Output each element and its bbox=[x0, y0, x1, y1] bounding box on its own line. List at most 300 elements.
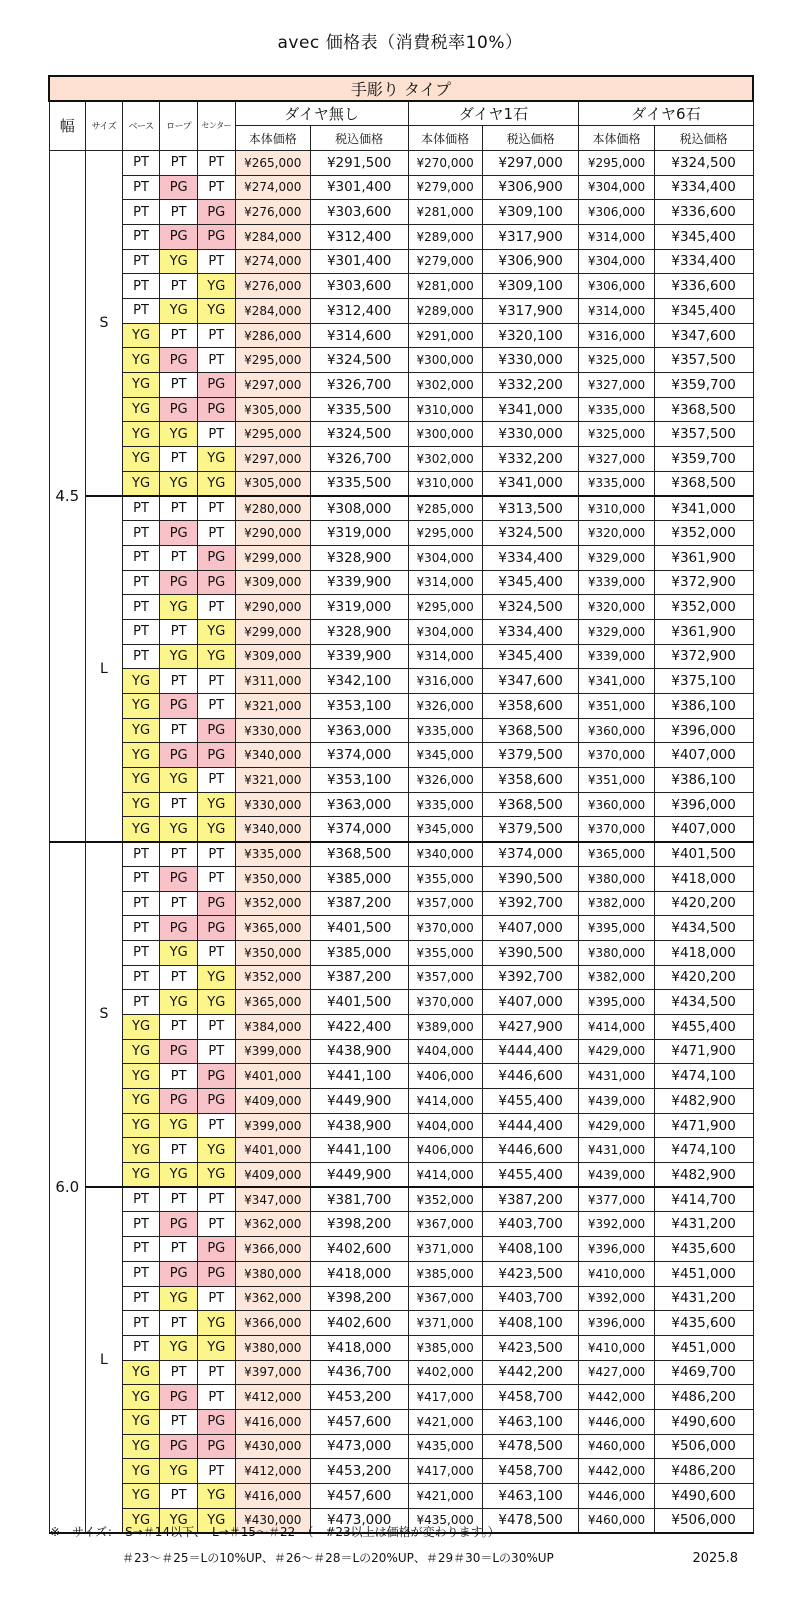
base-price-cell: ¥365,000 bbox=[579, 842, 654, 867]
base-price-cell: ¥335,000 bbox=[579, 397, 654, 422]
tax-price-cell: ¥442,200 bbox=[482, 1360, 579, 1385]
tax-price-cell: ¥345,400 bbox=[482, 644, 579, 669]
base-price-cell: ¥330,000 bbox=[235, 792, 310, 817]
base-price-cell: ¥460,000 bbox=[579, 1434, 654, 1459]
tax-price-cell: ¥306,900 bbox=[482, 175, 579, 200]
center-metal-cell: PG bbox=[197, 1434, 235, 1459]
tax-price-cell: ¥357,500 bbox=[654, 422, 753, 447]
base-metal-cell: PT bbox=[122, 940, 160, 965]
tax-price-cell: ¥418,000 bbox=[310, 1335, 408, 1360]
header-tax-price: 税込価格 bbox=[310, 126, 408, 151]
tax-price-cell: ¥309,100 bbox=[482, 274, 579, 299]
table-row bbox=[49, 1311, 753, 1336]
tax-price-cell: ¥490,600 bbox=[654, 1484, 753, 1509]
rope-metal-cell: PT bbox=[160, 1360, 198, 1385]
base-price-cell: ¥295,000 bbox=[408, 595, 482, 620]
tax-price-cell: ¥408,100 bbox=[482, 1311, 579, 1336]
tax-price-cell: ¥334,400 bbox=[482, 619, 579, 644]
base-price-cell: ¥302,000 bbox=[408, 447, 482, 472]
base-metal-cell: YG bbox=[122, 817, 160, 842]
rope-metal-cell: PT bbox=[160, 1237, 198, 1262]
rope-metal-cell: YG bbox=[160, 1459, 198, 1484]
table-row bbox=[49, 669, 753, 694]
rope-metal-cell: PT bbox=[160, 496, 198, 521]
base-price-cell: ¥366,000 bbox=[235, 1237, 310, 1262]
center-metal-cell: PT bbox=[197, 866, 235, 891]
tax-price-cell: ¥385,000 bbox=[310, 940, 408, 965]
base-price-cell: ¥352,000 bbox=[235, 965, 310, 990]
rope-metal-cell: YG bbox=[160, 940, 198, 965]
base-price-cell: ¥401,000 bbox=[235, 1138, 310, 1163]
rope-metal-cell: PG bbox=[160, 743, 198, 768]
base-metal-cell: YG bbox=[122, 743, 160, 768]
rope-metal-cell: YG bbox=[160, 422, 198, 447]
tax-price-cell: ¥328,900 bbox=[310, 545, 408, 570]
base-price-cell: ¥299,000 bbox=[235, 619, 310, 644]
base-price-cell: ¥289,000 bbox=[408, 299, 482, 324]
base-metal-cell: PT bbox=[122, 1212, 160, 1237]
base-price-cell: ¥367,000 bbox=[408, 1212, 482, 1237]
base-price-cell: ¥352,000 bbox=[408, 1187, 482, 1212]
base-metal-cell: YG bbox=[122, 1409, 160, 1434]
base-price-cell: ¥370,000 bbox=[408, 990, 482, 1015]
tax-price-cell: ¥312,400 bbox=[310, 224, 408, 249]
center-metal-cell: PT bbox=[197, 150, 235, 175]
table-row bbox=[49, 1459, 753, 1484]
center-metal-cell: PT bbox=[197, 1360, 235, 1385]
rope-metal-cell: PT bbox=[160, 965, 198, 990]
table-row bbox=[49, 1385, 753, 1410]
base-price-cell: ¥362,000 bbox=[235, 1212, 310, 1237]
tax-price-cell: ¥490,600 bbox=[654, 1409, 753, 1434]
tax-price-cell: ¥441,100 bbox=[310, 1064, 408, 1089]
base-price-cell: ¥384,000 bbox=[235, 1014, 310, 1039]
center-metal-cell: PT bbox=[197, 1113, 235, 1138]
tax-price-cell: ¥451,000 bbox=[654, 1335, 753, 1360]
tax-price-cell: ¥334,400 bbox=[654, 175, 753, 200]
tax-price-cell: ¥330,000 bbox=[482, 422, 579, 447]
rope-metal-cell: PT bbox=[160, 274, 198, 299]
tax-price-cell: ¥407,000 bbox=[482, 990, 579, 1015]
center-metal-cell: YG bbox=[197, 965, 235, 990]
rope-metal-cell: PT bbox=[160, 545, 198, 570]
center-metal-cell: PT bbox=[197, 323, 235, 348]
rope-metal-cell: PG bbox=[160, 1434, 198, 1459]
tax-price-cell: ¥506,000 bbox=[654, 1434, 753, 1459]
center-metal-cell: YG bbox=[197, 792, 235, 817]
base-price-cell: ¥382,000 bbox=[579, 965, 654, 990]
base-price-cell: ¥442,000 bbox=[579, 1459, 654, 1484]
table-row bbox=[49, 768, 753, 793]
base-price-cell: ¥340,000 bbox=[408, 842, 482, 867]
tax-price-cell: ¥303,600 bbox=[310, 274, 408, 299]
table-row bbox=[49, 323, 753, 348]
tax-price-cell: ¥444,400 bbox=[482, 1039, 579, 1064]
base-metal-cell: YG bbox=[122, 1459, 160, 1484]
tax-price-cell: ¥471,900 bbox=[654, 1039, 753, 1064]
tax-price-cell: ¥359,700 bbox=[654, 447, 753, 472]
rope-metal-cell: YG bbox=[160, 1163, 198, 1188]
tax-price-cell: ¥418,000 bbox=[654, 866, 753, 891]
base-price-cell: ¥335,000 bbox=[579, 471, 654, 496]
tax-price-cell: ¥374,000 bbox=[310, 817, 408, 842]
base-price-cell: ¥279,000 bbox=[408, 175, 482, 200]
tax-price-cell: ¥422,400 bbox=[310, 1014, 408, 1039]
center-metal-cell: PT bbox=[197, 1014, 235, 1039]
base-price-cell: ¥329,000 bbox=[579, 545, 654, 570]
table-row bbox=[49, 792, 753, 817]
tax-price-cell: ¥324,500 bbox=[482, 595, 579, 620]
tax-price-cell: ¥332,200 bbox=[482, 447, 579, 472]
tax-price-cell: ¥482,900 bbox=[654, 1163, 753, 1188]
tax-price-cell: ¥474,100 bbox=[654, 1064, 753, 1089]
tax-price-cell: ¥469,700 bbox=[654, 1360, 753, 1385]
center-metal-cell: YG bbox=[197, 274, 235, 299]
table-row bbox=[49, 1187, 753, 1212]
size-cell: L bbox=[86, 1187, 123, 1533]
base-price-cell: ¥392,000 bbox=[579, 1212, 654, 1237]
center-metal-cell: PG bbox=[197, 916, 235, 941]
table-row bbox=[49, 447, 753, 472]
rope-metal-cell: PT bbox=[160, 200, 198, 225]
rope-metal-cell: PT bbox=[160, 1014, 198, 1039]
base-price-cell: ¥370,000 bbox=[408, 916, 482, 941]
table-row bbox=[49, 1360, 753, 1385]
base-price-cell: ¥327,000 bbox=[579, 373, 654, 398]
base-price-cell: ¥421,000 bbox=[408, 1409, 482, 1434]
tax-price-cell: ¥423,500 bbox=[482, 1261, 579, 1286]
base-metal-cell: YG bbox=[122, 694, 160, 719]
base-price-cell: ¥385,000 bbox=[408, 1261, 482, 1286]
base-price-cell: ¥442,000 bbox=[579, 1385, 654, 1410]
table-row bbox=[49, 891, 753, 916]
base-price-cell: ¥347,000 bbox=[235, 1187, 310, 1212]
header-tax-price: 税込価格 bbox=[654, 126, 753, 151]
base-price-cell: ¥274,000 bbox=[235, 249, 310, 274]
base-price-cell: ¥306,000 bbox=[579, 200, 654, 225]
base-metal-cell: PT bbox=[122, 842, 160, 867]
tax-price-cell: ¥372,900 bbox=[654, 570, 753, 595]
table-row bbox=[49, 249, 753, 274]
base-metal-cell: PT bbox=[122, 965, 160, 990]
tax-price-cell: ¥423,500 bbox=[482, 1335, 579, 1360]
base-price-cell: ¥370,000 bbox=[579, 817, 654, 842]
center-metal-cell: YG bbox=[197, 447, 235, 472]
base-price-cell: ¥417,000 bbox=[408, 1459, 482, 1484]
base-price-cell: ¥439,000 bbox=[579, 1163, 654, 1188]
table-row bbox=[49, 1163, 753, 1188]
base-metal-cell: PT bbox=[122, 545, 160, 570]
base-metal-cell: YG bbox=[122, 348, 160, 373]
base-price-cell: ¥421,000 bbox=[408, 1484, 482, 1509]
base-price-cell: ¥352,000 bbox=[235, 891, 310, 916]
base-metal-cell: PT bbox=[122, 249, 160, 274]
tax-price-cell: ¥345,400 bbox=[482, 570, 579, 595]
center-metal-cell: PG bbox=[197, 1089, 235, 1114]
base-price-cell: ¥416,000 bbox=[235, 1409, 310, 1434]
tax-price-cell: ¥336,600 bbox=[654, 200, 753, 225]
rope-metal-cell: PT bbox=[160, 1484, 198, 1509]
base-price-cell: ¥357,000 bbox=[408, 965, 482, 990]
rope-metal-cell: PG bbox=[160, 521, 198, 546]
rope-metal-cell: YG bbox=[160, 1335, 198, 1360]
tax-price-cell: ¥420,200 bbox=[654, 891, 753, 916]
rope-metal-cell: PT bbox=[160, 373, 198, 398]
table-row bbox=[49, 1089, 753, 1114]
tax-price-cell: ¥336,600 bbox=[654, 274, 753, 299]
rope-metal-cell: YG bbox=[160, 595, 198, 620]
table-row bbox=[49, 817, 753, 842]
tax-price-cell: ¥332,200 bbox=[482, 373, 579, 398]
rope-metal-cell: PT bbox=[160, 150, 198, 175]
tax-price-cell: ¥319,000 bbox=[310, 595, 408, 620]
table-row bbox=[49, 1335, 753, 1360]
base-metal-cell: YG bbox=[122, 1434, 160, 1459]
tax-price-cell: ¥402,600 bbox=[310, 1237, 408, 1262]
tax-price-cell: ¥324,500 bbox=[482, 521, 579, 546]
rope-metal-cell: YG bbox=[160, 471, 198, 496]
base-price-cell: ¥435,000 bbox=[408, 1434, 482, 1459]
tax-price-cell: ¥455,400 bbox=[482, 1163, 579, 1188]
table-row bbox=[49, 1286, 753, 1311]
base-price-cell: ¥357,000 bbox=[408, 891, 482, 916]
base-metal-cell: PT bbox=[122, 891, 160, 916]
tax-price-cell: ¥482,900 bbox=[654, 1089, 753, 1114]
base-price-cell: ¥321,000 bbox=[235, 694, 310, 719]
base-metal-cell: PT bbox=[122, 990, 160, 1015]
base-price-cell: ¥316,000 bbox=[579, 323, 654, 348]
base-price-cell: ¥427,000 bbox=[579, 1360, 654, 1385]
base-metal-cell: YG bbox=[122, 768, 160, 793]
base-price-cell: ¥305,000 bbox=[235, 397, 310, 422]
tax-price-cell: ¥438,900 bbox=[310, 1113, 408, 1138]
center-metal-cell: PT bbox=[197, 249, 235, 274]
rope-metal-cell: PG bbox=[160, 1261, 198, 1286]
tax-price-cell: ¥453,200 bbox=[310, 1385, 408, 1410]
table-row bbox=[49, 718, 753, 743]
center-metal-cell: YG bbox=[197, 1138, 235, 1163]
base-metal-cell: YG bbox=[122, 1064, 160, 1089]
tax-price-cell: ¥374,000 bbox=[482, 842, 579, 867]
base-price-cell: ¥326,000 bbox=[408, 768, 482, 793]
base-price-cell: ¥446,000 bbox=[579, 1484, 654, 1509]
header-option-six-diamonds: ダイヤ6石 bbox=[579, 101, 753, 126]
tax-price-cell: ¥402,600 bbox=[310, 1311, 408, 1336]
base-price-cell: ¥270,000 bbox=[408, 150, 482, 175]
tax-price-cell: ¥387,200 bbox=[310, 965, 408, 990]
tax-price-cell: ¥401,500 bbox=[654, 842, 753, 867]
base-price-cell: ¥295,000 bbox=[235, 422, 310, 447]
base-metal-cell: PT bbox=[122, 1187, 160, 1212]
tax-price-cell: ¥326,700 bbox=[310, 447, 408, 472]
base-price-cell: ¥416,000 bbox=[235, 1484, 310, 1509]
base-price-cell: ¥304,000 bbox=[579, 249, 654, 274]
size-cell: S bbox=[86, 150, 123, 496]
tax-price-cell: ¥392,700 bbox=[482, 891, 579, 916]
base-price-cell: ¥360,000 bbox=[579, 792, 654, 817]
center-metal-cell: PT bbox=[197, 940, 235, 965]
base-price-cell: ¥414,000 bbox=[408, 1163, 482, 1188]
base-price-cell: ¥314,000 bbox=[579, 299, 654, 324]
tax-price-cell: ¥387,200 bbox=[482, 1187, 579, 1212]
base-price-cell: ¥380,000 bbox=[579, 940, 654, 965]
base-price-cell: ¥314,000 bbox=[408, 570, 482, 595]
base-metal-cell: YG bbox=[122, 1089, 160, 1114]
tax-price-cell: ¥309,100 bbox=[482, 200, 579, 225]
tax-price-cell: ¥403,700 bbox=[482, 1212, 579, 1237]
center-metal-cell: PT bbox=[197, 842, 235, 867]
center-metal-cell: YG bbox=[197, 1508, 235, 1533]
table-row bbox=[49, 1039, 753, 1064]
center-metal-cell: PG bbox=[197, 718, 235, 743]
base-price-cell: ¥326,000 bbox=[408, 694, 482, 719]
tax-price-cell: ¥368,500 bbox=[482, 718, 579, 743]
tax-price-cell: ¥407,000 bbox=[654, 817, 753, 842]
tax-price-cell: ¥449,900 bbox=[310, 1089, 408, 1114]
base-price-cell: ¥412,000 bbox=[235, 1459, 310, 1484]
base-metal-cell: PT bbox=[122, 644, 160, 669]
base-price-cell: ¥295,000 bbox=[408, 521, 482, 546]
tax-price-cell: ¥435,600 bbox=[654, 1237, 753, 1262]
tax-price-cell: ¥381,700 bbox=[310, 1187, 408, 1212]
base-metal-cell: YG bbox=[122, 1360, 160, 1385]
header-rope: ロープ bbox=[160, 101, 198, 150]
base-price-cell: ¥399,000 bbox=[235, 1113, 310, 1138]
center-metal-cell: PT bbox=[197, 1212, 235, 1237]
rope-metal-cell: YG bbox=[160, 990, 198, 1015]
tax-price-cell: ¥407,000 bbox=[482, 916, 579, 941]
table-row bbox=[49, 965, 753, 990]
tax-price-cell: ¥506,000 bbox=[654, 1508, 753, 1533]
base-price-cell: ¥406,000 bbox=[408, 1064, 482, 1089]
tax-price-cell: ¥291,500 bbox=[310, 150, 408, 175]
base-price-cell: ¥299,000 bbox=[235, 545, 310, 570]
tax-price-cell: ¥438,900 bbox=[310, 1039, 408, 1064]
rope-metal-cell: YG bbox=[160, 1286, 198, 1311]
tax-price-cell: ¥361,900 bbox=[654, 619, 753, 644]
tax-price-cell: ¥446,600 bbox=[482, 1138, 579, 1163]
tax-price-cell: ¥363,000 bbox=[310, 718, 408, 743]
tax-price-cell: ¥446,600 bbox=[482, 1064, 579, 1089]
base-metal-cell: YG bbox=[122, 669, 160, 694]
rope-metal-cell: PT bbox=[160, 718, 198, 743]
width-cell: 4.5 bbox=[49, 150, 86, 841]
table-row bbox=[49, 694, 753, 719]
base-price-cell: ¥304,000 bbox=[408, 545, 482, 570]
table-row bbox=[49, 521, 753, 546]
table-row bbox=[49, 348, 753, 373]
center-metal-cell: PG bbox=[197, 200, 235, 225]
base-metal-cell: PT bbox=[122, 1335, 160, 1360]
base-price-cell: ¥360,000 bbox=[579, 718, 654, 743]
base-price-cell: ¥304,000 bbox=[579, 175, 654, 200]
table-row bbox=[49, 1434, 753, 1459]
base-metal-cell: PT bbox=[122, 619, 160, 644]
header-base-price: 本体価格 bbox=[408, 126, 482, 151]
base-price-cell: ¥335,000 bbox=[408, 792, 482, 817]
tax-price-cell: ¥342,100 bbox=[310, 669, 408, 694]
center-metal-cell: PG bbox=[197, 1261, 235, 1286]
center-metal-cell: PG bbox=[197, 1409, 235, 1434]
base-price-cell: ¥371,000 bbox=[408, 1237, 482, 1262]
tax-price-cell: ¥473,000 bbox=[310, 1508, 408, 1533]
tax-price-cell: ¥358,600 bbox=[482, 694, 579, 719]
base-metal-cell: YG bbox=[122, 1508, 160, 1533]
base-metal-cell: YG bbox=[122, 471, 160, 496]
rope-metal-cell: PG bbox=[160, 175, 198, 200]
tax-price-cell: ¥334,400 bbox=[654, 249, 753, 274]
base-price-cell: ¥380,000 bbox=[235, 1261, 310, 1286]
base-price-cell: ¥396,000 bbox=[579, 1311, 654, 1336]
center-metal-cell: PT bbox=[197, 669, 235, 694]
center-metal-cell: PT bbox=[197, 348, 235, 373]
base-price-cell: ¥345,000 bbox=[408, 817, 482, 842]
rope-metal-cell: PG bbox=[160, 1212, 198, 1237]
rope-metal-cell: PT bbox=[160, 891, 198, 916]
tax-price-cell: ¥312,400 bbox=[310, 299, 408, 324]
base-metal-cell: YG bbox=[122, 373, 160, 398]
table-row bbox=[49, 373, 753, 398]
base-price-cell: ¥300,000 bbox=[408, 422, 482, 447]
tax-price-cell: ¥401,500 bbox=[310, 916, 408, 941]
base-price-cell: ¥429,000 bbox=[579, 1113, 654, 1138]
base-price-cell: ¥382,000 bbox=[579, 891, 654, 916]
header-base-price: 本体価格 bbox=[579, 126, 654, 151]
center-metal-cell: PT bbox=[197, 1187, 235, 1212]
rope-metal-cell: PT bbox=[160, 1311, 198, 1336]
tax-price-cell: ¥313,500 bbox=[482, 496, 579, 521]
table-banner: 手彫り タイプ bbox=[49, 76, 753, 101]
base-price-cell: ¥402,000 bbox=[408, 1360, 482, 1385]
tax-price-cell: ¥463,100 bbox=[482, 1409, 579, 1434]
center-metal-cell: PG bbox=[197, 570, 235, 595]
tax-price-cell: ¥414,700 bbox=[654, 1187, 753, 1212]
base-price-cell: ¥281,000 bbox=[408, 274, 482, 299]
base-price-cell: ¥412,000 bbox=[235, 1385, 310, 1410]
tax-price-cell: ¥403,700 bbox=[482, 1286, 579, 1311]
base-price-cell: ¥397,000 bbox=[235, 1360, 310, 1385]
tax-price-cell: ¥319,000 bbox=[310, 521, 408, 546]
base-price-cell: ¥340,000 bbox=[235, 743, 310, 768]
center-metal-cell: PT bbox=[197, 496, 235, 521]
table-row bbox=[49, 1014, 753, 1039]
base-metal-cell: PT bbox=[122, 274, 160, 299]
table-row bbox=[49, 1261, 753, 1286]
center-metal-cell: PT bbox=[197, 1385, 235, 1410]
tax-price-cell: ¥441,100 bbox=[310, 1138, 408, 1163]
tax-price-cell: ¥347,600 bbox=[482, 669, 579, 694]
table-row bbox=[49, 1484, 753, 1509]
base-price-cell: ¥355,000 bbox=[408, 940, 482, 965]
tax-price-cell: ¥387,200 bbox=[310, 891, 408, 916]
base-price-cell: ¥350,000 bbox=[235, 866, 310, 891]
base-metal-cell: YG bbox=[122, 1385, 160, 1410]
tax-price-cell: ¥436,700 bbox=[310, 1360, 408, 1385]
tax-price-cell: ¥328,900 bbox=[310, 619, 408, 644]
table-row bbox=[49, 1113, 753, 1138]
table-row bbox=[49, 200, 753, 225]
tax-price-cell: ¥478,500 bbox=[482, 1508, 579, 1533]
base-metal-cell: PT bbox=[122, 1311, 160, 1336]
base-price-cell: ¥341,000 bbox=[579, 669, 654, 694]
base-price-cell: ¥460,000 bbox=[579, 1508, 654, 1533]
rope-metal-cell: PT bbox=[160, 792, 198, 817]
center-metal-cell: PT bbox=[197, 694, 235, 719]
tax-price-cell: ¥314,600 bbox=[310, 323, 408, 348]
tax-price-cell: ¥347,600 bbox=[654, 323, 753, 348]
table-row bbox=[49, 743, 753, 768]
tax-price-cell: ¥335,500 bbox=[310, 471, 408, 496]
